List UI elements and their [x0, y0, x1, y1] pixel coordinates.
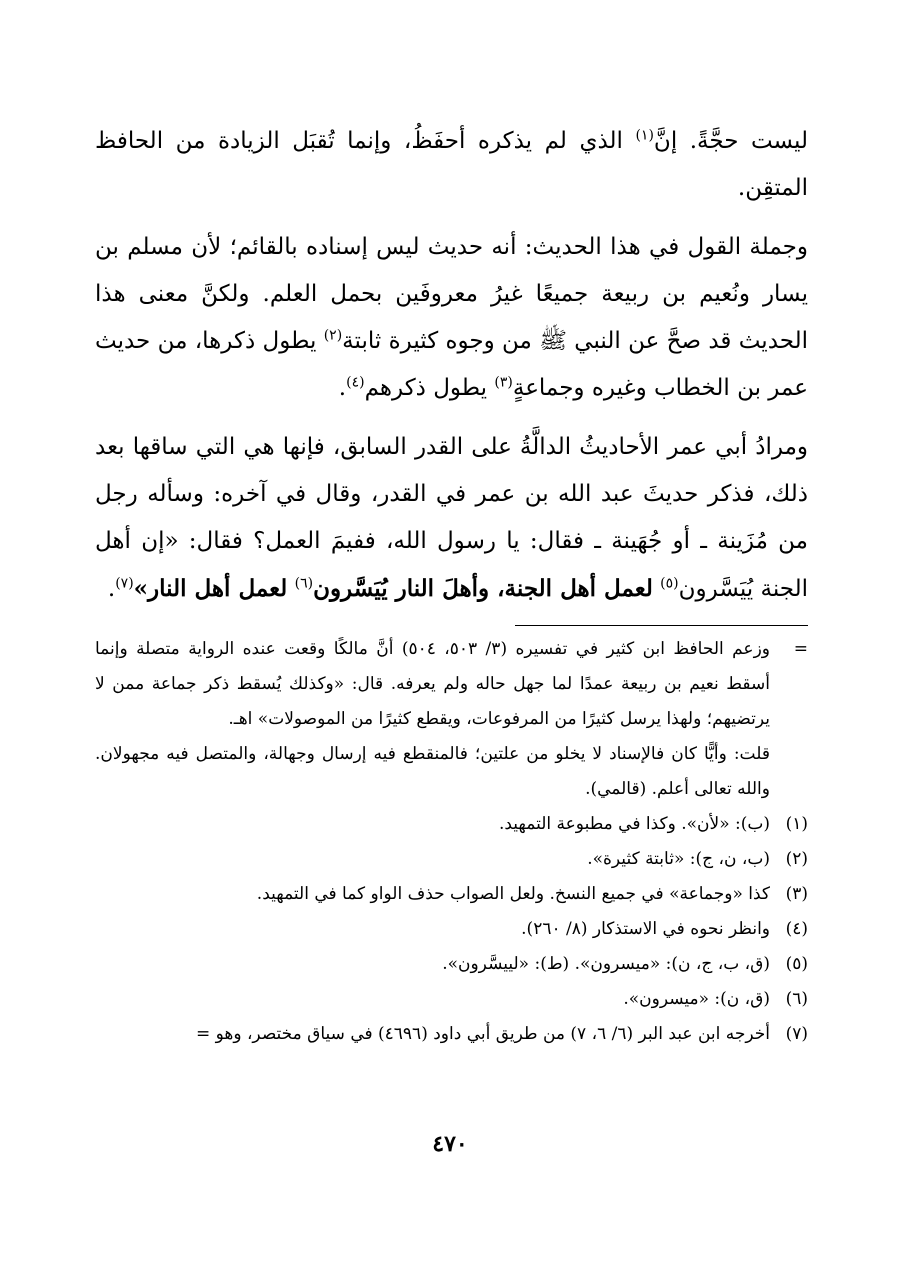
main-text	[95, 118, 808, 613]
footnote-number: (٥)	[785, 954, 808, 974]
footnote-text: (ب، ن، ج): «ثابتة كثيرة».	[587, 849, 770, 869]
footnote-ref-2: (٢)	[323, 327, 343, 344]
paragraph-2	[95, 224, 808, 412]
footnote-text: (ق، ن): «ميسرون».	[623, 989, 770, 1009]
footnote-ref-3: (٣)	[494, 374, 513, 391]
paragraph-1-text-b: الذي لم يذكره أحفَظُ، وإنما تُقبَل الزيادة من الحافظ المتقِن.	[95, 128, 808, 201]
paragraph-2-text-c: يطول ذكرهم	[364, 375, 488, 401]
paragraph-3	[95, 424, 808, 613]
paragraph-2-text-a: وجملة القول في هذا الحديث: أنه حديث ليس إسناده بالقائم؛ لأن مسلم بن يسار ونُعيم بن ربيعة جميعًا غيرُ معروفَين بحمل العلم. ولكنَّ معنى هذا الحديث قد صحَّ عن النبي ﷺ من وجوه كثيرة ثابتة	[95, 234, 809, 354]
footnote-ref-5: (٥)	[660, 575, 679, 592]
continuation-body	[95, 632, 770, 737]
continuation-marker: =	[793, 639, 808, 659]
footnote-4	[95, 912, 808, 947]
footnote-6	[95, 982, 808, 1017]
footnote-number: (٣)	[785, 884, 808, 904]
footnote-number: (٧)	[785, 1024, 808, 1044]
footnote-number: (٦)	[785, 989, 808, 1009]
footnote-ref-1: (١)	[635, 127, 654, 144]
footnote-number: (٤)	[785, 919, 808, 939]
footnote-7	[95, 1017, 808, 1052]
footnote-text: أخرجه ابن عبد البر (٦/ ٦، ٧) من طريق أبي داود (٤٦٩٦) في سياق مختصر، وهو =	[195, 1024, 770, 1044]
page-number: ٤٧٠	[432, 1131, 468, 1157]
footnote-text: وانظر نحوه في الاستذكار (٨/ ٢٦٠).	[521, 919, 770, 939]
paragraph-1-text-a: ليست حجَّةً. إنَّ	[653, 128, 809, 154]
footnote-1	[95, 807, 808, 842]
footnote-separator	[515, 625, 808, 626]
footnote-number: (٢)	[785, 849, 808, 869]
paragraph-1	[95, 118, 808, 212]
footnote-5	[95, 947, 808, 982]
footnote-ref-6: (٦)	[294, 575, 314, 592]
paragraph-3-text-c: لعمل أهل النار»	[133, 575, 288, 602]
footnote-text: (ق، ب، ج، ن): «ميسرون». (ط): «لييسَّرون».	[442, 954, 770, 974]
editor-note: قلت: وأيًّا كان فالإسناد لا يخلو من علتين؛ فالمنقطع فيه إرسال وجهالة، والمتصل فيه مجهولان. والله تعالى أعلم. (قالمي).	[95, 744, 770, 799]
footnote-continuation	[95, 632, 808, 737]
footnote-text: كذا «وجماعة» في جميع النسخ. ولعل الصواب حذف الواو كما في التمهيد.	[256, 884, 770, 904]
footnote-2	[95, 842, 808, 877]
footnote-3	[95, 877, 808, 912]
paragraph-3-text-a: ومرادُ أبي عمر الأحاديثُ الدالَّةُ على القدر السابق، فإنها هي التي ساقها بعد ذلك، فذكر حديثَ عبد الله بن عمر في القدر، وقال في آخره: وسأله رجل من مُزَينة ـ أو جُهَينة ـ فقال: يا رسول الله، ففيمَ العمل؟ فقال: «إن أهل الجنة يُيَسَّرون	[95, 434, 808, 602]
paragraph-2-text-d: .	[338, 375, 347, 401]
footnote-text: (ب): «لأن». وكذا في مطبوعة التمهيد.	[498, 814, 770, 834]
footnote-ref-7: (٧)	[115, 575, 134, 592]
paragraph-2-text-b: يطول ذكرها، من حديث عمر بن الخطاب وغيره وجماعةٍ	[95, 328, 808, 401]
footnote-ref-4: (٤)	[346, 374, 365, 391]
paragraph-3-text-d: .	[107, 576, 116, 602]
footnote-number: (١)	[785, 814, 808, 834]
paragraph-3-text-b: لعمل أهل الجنة، وأهلَ النار يُيَسَّرون	[313, 575, 653, 602]
footnotes	[95, 632, 808, 1052]
continuation-text: وزعم الحافظ ابن كثير في تفسيره (٣/ ٥٠٣، ٥٠٤) أنَّ مالكًا وقعت عنده الرواية متصلة وإنما أسقط نعيم بن ربيعة عمدًا لما جهل حاله ولم يعرفه. قال: «وكذلك يُسقط ذكر جماعة ممن لا يرتضيهم؛ ولهذا يرسل كثيرًا من المرفوعات، ويقطع كثيرًا من الموصولات» اهـ.	[95, 639, 770, 729]
